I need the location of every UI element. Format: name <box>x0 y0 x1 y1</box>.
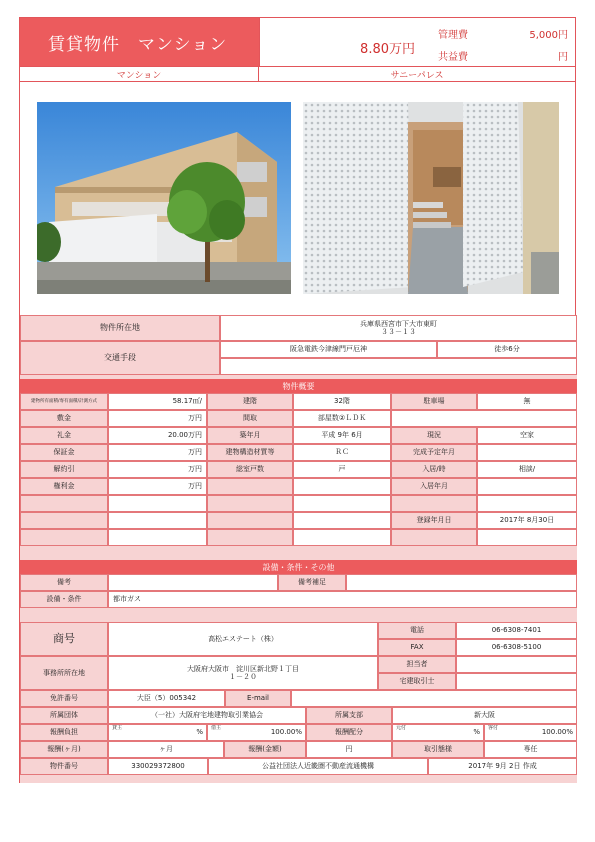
location-line1: 兵庫県西宮市下大市東町 <box>360 319 437 328</box>
organization-name: 公益社団法人近畿圏不動産流通機構 <box>208 758 428 775</box>
spacer-band <box>20 775 577 783</box>
transport-walk: 徒歩6分 <box>437 341 577 358</box>
kashi-label: 貸主 <box>112 725 123 731</box>
blank-cell <box>293 512 391 529</box>
nyukyo-label: 入居/時 <box>391 461 477 478</box>
biko-hosoku-value <box>346 574 577 591</box>
kashi-unit: % <box>196 728 203 737</box>
fax-label: FAX <box>378 639 456 656</box>
floor-value: 32階 <box>293 393 391 410</box>
kyakuzuke-cell <box>484 724 577 741</box>
facilities-section-header: 設備・条件・その他 <box>20 560 577 574</box>
dantai-label: 所属団体 <box>20 707 108 724</box>
blank-label <box>391 529 477 546</box>
torihiki-label: 宅建取引士 <box>378 673 456 690</box>
shibu-label: 所属支部 <box>306 707 392 724</box>
overview-section-header: 物件概要 <box>20 379 577 393</box>
entrance-photo <box>303 102 559 294</box>
fax-value: 06-6308-5100 <box>456 639 577 656</box>
madori-label: 間取 <box>207 410 293 427</box>
kanrihi-label: 管理費 <box>438 30 468 41</box>
kenrikin-value: 万円 <box>108 478 207 495</box>
office-line2: １－２０ <box>229 673 257 681</box>
license-label: 免許番号 <box>20 690 108 707</box>
motozuke-unit: % <box>473 728 480 737</box>
transport-line: 阪急電鉄今津線門戸厄神 <box>220 341 437 358</box>
spacer-band <box>20 608 577 622</box>
tanto-value <box>456 656 577 673</box>
floor-label: 建階 <box>207 393 293 410</box>
tel-label: 電話 <box>378 622 456 639</box>
transport-label: 交通手段 <box>20 341 220 375</box>
biko-label: 備考 <box>20 574 108 591</box>
office-address <box>108 656 378 690</box>
area-label: 建物所有面積/専有面積/計測方式 <box>20 393 108 410</box>
created-date: 2017年 9月 2日 作成 <box>428 758 577 775</box>
registered-value: 2017年 8月30日 <box>477 512 577 529</box>
nyukyo-ym-value <box>477 478 577 495</box>
rent-price: 8.80万円 <box>259 18 427 66</box>
taiyo-value: 専任 <box>484 741 577 758</box>
location-value <box>220 315 577 341</box>
setsubi-value: 都市ガス <box>108 591 577 608</box>
karinushi-value: 100.00% <box>270 728 302 737</box>
blank-label <box>207 512 293 529</box>
office-line1: 大阪府大阪市 淀川区新北野１丁目 <box>187 664 299 673</box>
motozuke-cell <box>392 724 484 741</box>
hoshu-month-label: 報酬(ヶ月) <box>20 741 108 758</box>
kyoekihi-value: 円 <box>558 52 568 63</box>
location-line2: ３３－１３ <box>381 328 416 336</box>
email-label: E-mail <box>225 690 291 707</box>
bukken-no-value: 330029372800 <box>108 758 208 775</box>
property-name: サニーパレス <box>259 66 575 82</box>
completion-label: 完成予定年月 <box>391 444 477 461</box>
nyukyo-value: 相談/ <box>477 461 577 478</box>
shogo-label: 商号 <box>20 622 108 656</box>
email-value[interactable] <box>291 690 577 707</box>
blank-label <box>391 495 477 512</box>
kenrikin-label: 権利金 <box>20 478 108 495</box>
property-type: マンション <box>20 66 259 82</box>
reikin-value: 20.00万円 <box>108 427 207 444</box>
dantai-value: （一社）大阪府宅地建物取引業協会 <box>108 707 306 724</box>
kyakuzuke-label: 客付 <box>488 725 499 731</box>
area-value: 58.17㎡/ <box>108 393 207 410</box>
structure-value: ＲＣ <box>293 444 391 461</box>
madori-value: 部屋数②ＬＤＫ <box>293 410 391 427</box>
kanrihi-value: 5,000円 <box>529 30 568 41</box>
bukken-no-label: 物件番号 <box>20 758 108 775</box>
spacer-band <box>20 546 577 560</box>
blank-label <box>207 478 293 495</box>
built-value: 平成 9年 6月 <box>293 427 391 444</box>
hoshu-haibun-label: 報酬配分 <box>306 724 392 741</box>
blank-cell <box>293 529 391 546</box>
biko-hosoku-label: 備考補足 <box>278 574 346 591</box>
reikin-label: 礼金 <box>20 427 108 444</box>
blank-cell <box>477 529 577 546</box>
blank-cell <box>108 512 207 529</box>
shikikin-value: 万円 <box>108 410 207 427</box>
shibu-value: 新大阪 <box>392 707 577 724</box>
karinushi-cell <box>207 724 306 741</box>
tanto-label: 担当者 <box>378 656 456 673</box>
building-exterior-photo <box>37 102 291 294</box>
hoshu-month-value: ヶ月 <box>108 741 224 758</box>
status-label: 現況 <box>391 427 477 444</box>
kyoekihi-label: 共益費 <box>438 52 468 63</box>
biko-value <box>108 574 278 591</box>
built-label: 築年月 <box>207 427 293 444</box>
units-value: 戸 <box>293 461 391 478</box>
blank-label <box>20 512 108 529</box>
transport-extra <box>220 358 577 375</box>
parking-label: 駐車場 <box>391 393 477 410</box>
blank-label <box>207 495 293 512</box>
kashi-cell <box>108 724 207 741</box>
hoshu-kingaku-label: 報酬(金額) <box>224 741 306 758</box>
nyukyo-ym-label: 入居年月 <box>391 478 477 495</box>
blank-label <box>20 529 108 546</box>
hoshokin-value: 万円 <box>108 444 207 461</box>
blank-cell <box>108 495 207 512</box>
parking-value: 無 <box>477 393 577 410</box>
hoshu-futan-label: 報酬負担 <box>20 724 108 741</box>
structure-label: 建物構造材質等 <box>207 444 293 461</box>
sheet-title: 賃貸物件 マンション <box>20 18 259 66</box>
status-value: 空家 <box>477 427 577 444</box>
motozuke-label: 元付 <box>396 725 407 731</box>
kaiyaku-value: 万円 <box>108 461 207 478</box>
hoshu-kingaku-value: 円 <box>306 741 392 758</box>
completion-value <box>477 444 577 461</box>
blank-cell <box>477 495 577 512</box>
torihiki-value <box>456 673 577 690</box>
blank-cell <box>391 410 577 427</box>
hoshokin-label: 保証金 <box>20 444 108 461</box>
blank-cell <box>293 478 391 495</box>
blank-label <box>20 495 108 512</box>
blank-cell <box>108 529 207 546</box>
license-value: 大臣（5）005342 <box>108 690 225 707</box>
taiyo-label: 取引態様 <box>392 741 484 758</box>
blank-label <box>207 529 293 546</box>
kyakuzuke-value: 100.00% <box>541 728 573 737</box>
shogo-value: 高松エステート（株） <box>108 622 378 656</box>
property-sheet <box>19 17 576 783</box>
office-label: 事務所所在地 <box>20 656 108 690</box>
karinushi-label: 借主 <box>211 725 222 731</box>
registered-label: 登録年月日 <box>391 512 477 529</box>
location-label: 物件所在地 <box>20 315 220 341</box>
tel-value: 06-6308-7401 <box>456 622 577 639</box>
kaiyaku-label: 解約引 <box>20 461 108 478</box>
shikikin-label: 敷金 <box>20 410 108 427</box>
units-label: 総室戸数 <box>207 461 293 478</box>
blank-cell <box>293 495 391 512</box>
setsubi-label: 設備・条件 <box>20 591 108 608</box>
